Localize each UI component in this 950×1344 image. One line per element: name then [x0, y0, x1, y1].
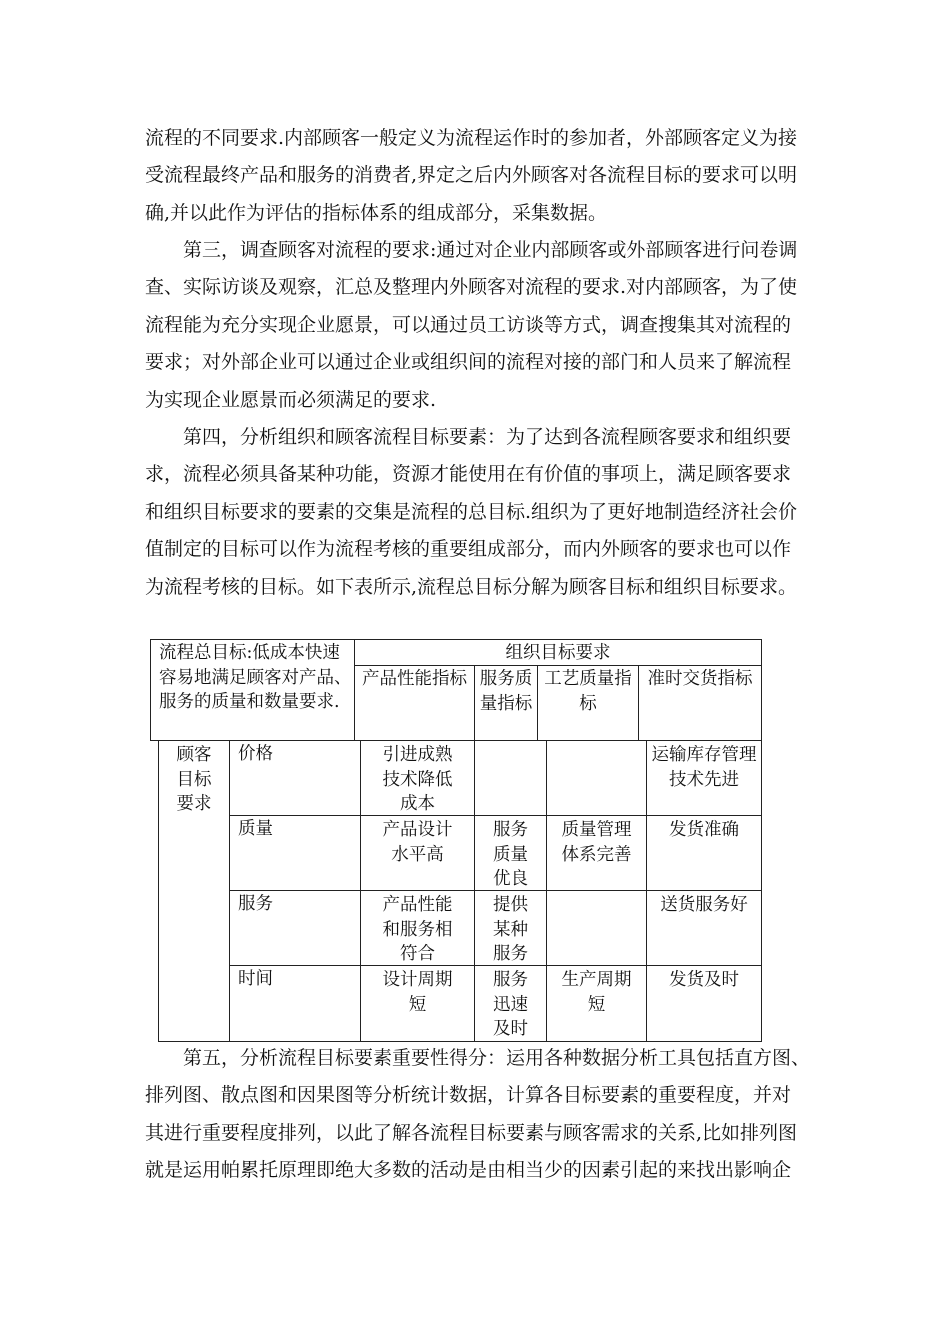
text-line: 第三，调查顾客对流程的要求:通过对企业内部顾客或外部顾客进行问卷调 [183, 239, 798, 261]
table-cell [360, 890, 475, 966]
row-label [229, 890, 361, 966]
row-label [229, 740, 361, 816]
text-line: 值制定的目标可以作为流程考核的重要组成部分，而内外顾客的要求也可以作 [145, 538, 792, 561]
cell-text: 送货服务好 [660, 895, 748, 915]
table-cell [474, 815, 547, 891]
row-label-text: 质量 [238, 819, 273, 839]
customer-header-cell [158, 740, 230, 1042]
cell-text: 发货及时 [669, 970, 739, 990]
row-label [229, 815, 361, 891]
table-cell [360, 740, 475, 816]
row-label-text: 服务 [238, 894, 273, 914]
table-cell [646, 740, 762, 816]
text-line: 排列图、散点图和因果图等分析统计数据，计算各目标要素的重要程度，并对 [145, 1084, 792, 1107]
paragraph-1 [145, 120, 810, 232]
paragraph-4 [145, 1040, 810, 1190]
text-line: 要求；对外部企业可以通过企业或组织间的流程对接的部门和人员来了解流程 [145, 351, 792, 374]
text-line: 第四，分析组织和顾客流程目标要素：为了达到各流程顾客要求和组织要 [183, 426, 792, 448]
text-line: 第五，分析流程目标要素重要性得分：运用各种数据分析工具包括直方图、 [183, 1047, 810, 1069]
row-label-text: 时间 [238, 969, 273, 989]
org-col-header [537, 665, 639, 741]
table-cell [646, 815, 762, 891]
cell-text: 设计周期短 [382, 970, 453, 1015]
cell-text: 引进成熟技术降低成本 [382, 745, 453, 814]
table-cell [360, 965, 475, 1042]
text-line: 受流程最终产品和服务的消费者,界定之后内外顾客对各流程目标的要求可以明 [145, 164, 798, 187]
table-cell [646, 965, 762, 1042]
row-label [229, 965, 361, 1042]
text-line: 其进行重要程度排列，以此了解各流程目标要素与顾客需求的关系,比如排列图 [145, 1121, 798, 1144]
cell-text: 产品设计水平高 [382, 820, 453, 865]
overall-goal-text: 流程总目标:低成本快速容易地满足顾客对产品、服务的质量和数量要求. [159, 643, 352, 712]
org-col-label: 准时交货指标 [647, 669, 753, 689]
table-cell [546, 965, 647, 1042]
text-line: 查、实际访谈及观察，汇总及整理内外顾客对流程的要求.对内部顾客，为了使 [145, 276, 798, 299]
org-header-text: 组织目标要求 [505, 643, 611, 663]
table-cell [546, 815, 647, 891]
table-cell [546, 890, 647, 966]
text-line: 和组织目标要求的要素的交集是流程的总目标.组织为了更好地制造经济社会价 [145, 500, 798, 523]
cell-text: 提供某种服务 [493, 895, 528, 964]
org-col-header [638, 665, 762, 741]
overall-goal-cell [150, 639, 355, 741]
cell-text: 服务迅速及时 [493, 970, 528, 1039]
row-label-text: 价格 [238, 744, 273, 764]
org-header-cell [354, 639, 762, 666]
table-cell [474, 890, 547, 966]
text-line: 求，流程必须具备某种功能，资源才能使用在有价值的事项上，满足顾客要求 [145, 463, 792, 486]
text-line: 流程的不同要求.内部顾客一般定义为流程运作时的参加者，外部顾客定义为接 [145, 127, 798, 149]
paragraph-2 [145, 232, 810, 419]
cell-text: 产品性能和服务相符合 [382, 895, 453, 964]
text-line: 确,并以此作为评估的指标体系的组成部分，采集数据。 [145, 201, 608, 224]
table-cell [546, 740, 647, 816]
org-col-header [354, 665, 475, 741]
cell-text: 运输库存管理技术先进 [651, 745, 757, 790]
text-line: 为实现企业愿景而必须满足的要求. [145, 388, 437, 411]
text-line: 就是运用帕累托原理即绝大多数的活动是由相当少的因素引起的来找出影响企 [145, 1159, 792, 1182]
paragraph-3 [145, 419, 810, 606]
org-col-header [474, 665, 538, 741]
org-col-label: 工艺质量指标 [544, 669, 632, 714]
cell-text: 服务质量优良 [493, 820, 528, 889]
customer-header-text: 顾客目标要求 [176, 745, 212, 814]
org-col-label: 产品性能指标 [362, 669, 467, 689]
org-col-label: 服务质量指标 [479, 669, 533, 714]
cell-text: 生产周期短 [561, 970, 632, 1015]
table-cell [474, 740, 547, 816]
table-cell [360, 815, 475, 891]
table-cell [646, 890, 762, 966]
cell-text: 发货准确 [669, 820, 739, 840]
cell-text: 质量管理体系完善 [561, 820, 632, 865]
text-line: 流程能为充分实现企业愿景，可以通过员工访谈等方式，调查搜集其对流程的 [145, 313, 792, 336]
table-cell [474, 965, 547, 1042]
text-line: 为流程考核的目标。如下表所示,流程总目标分解为顾客目标和组织目标要求。 [145, 575, 798, 598]
